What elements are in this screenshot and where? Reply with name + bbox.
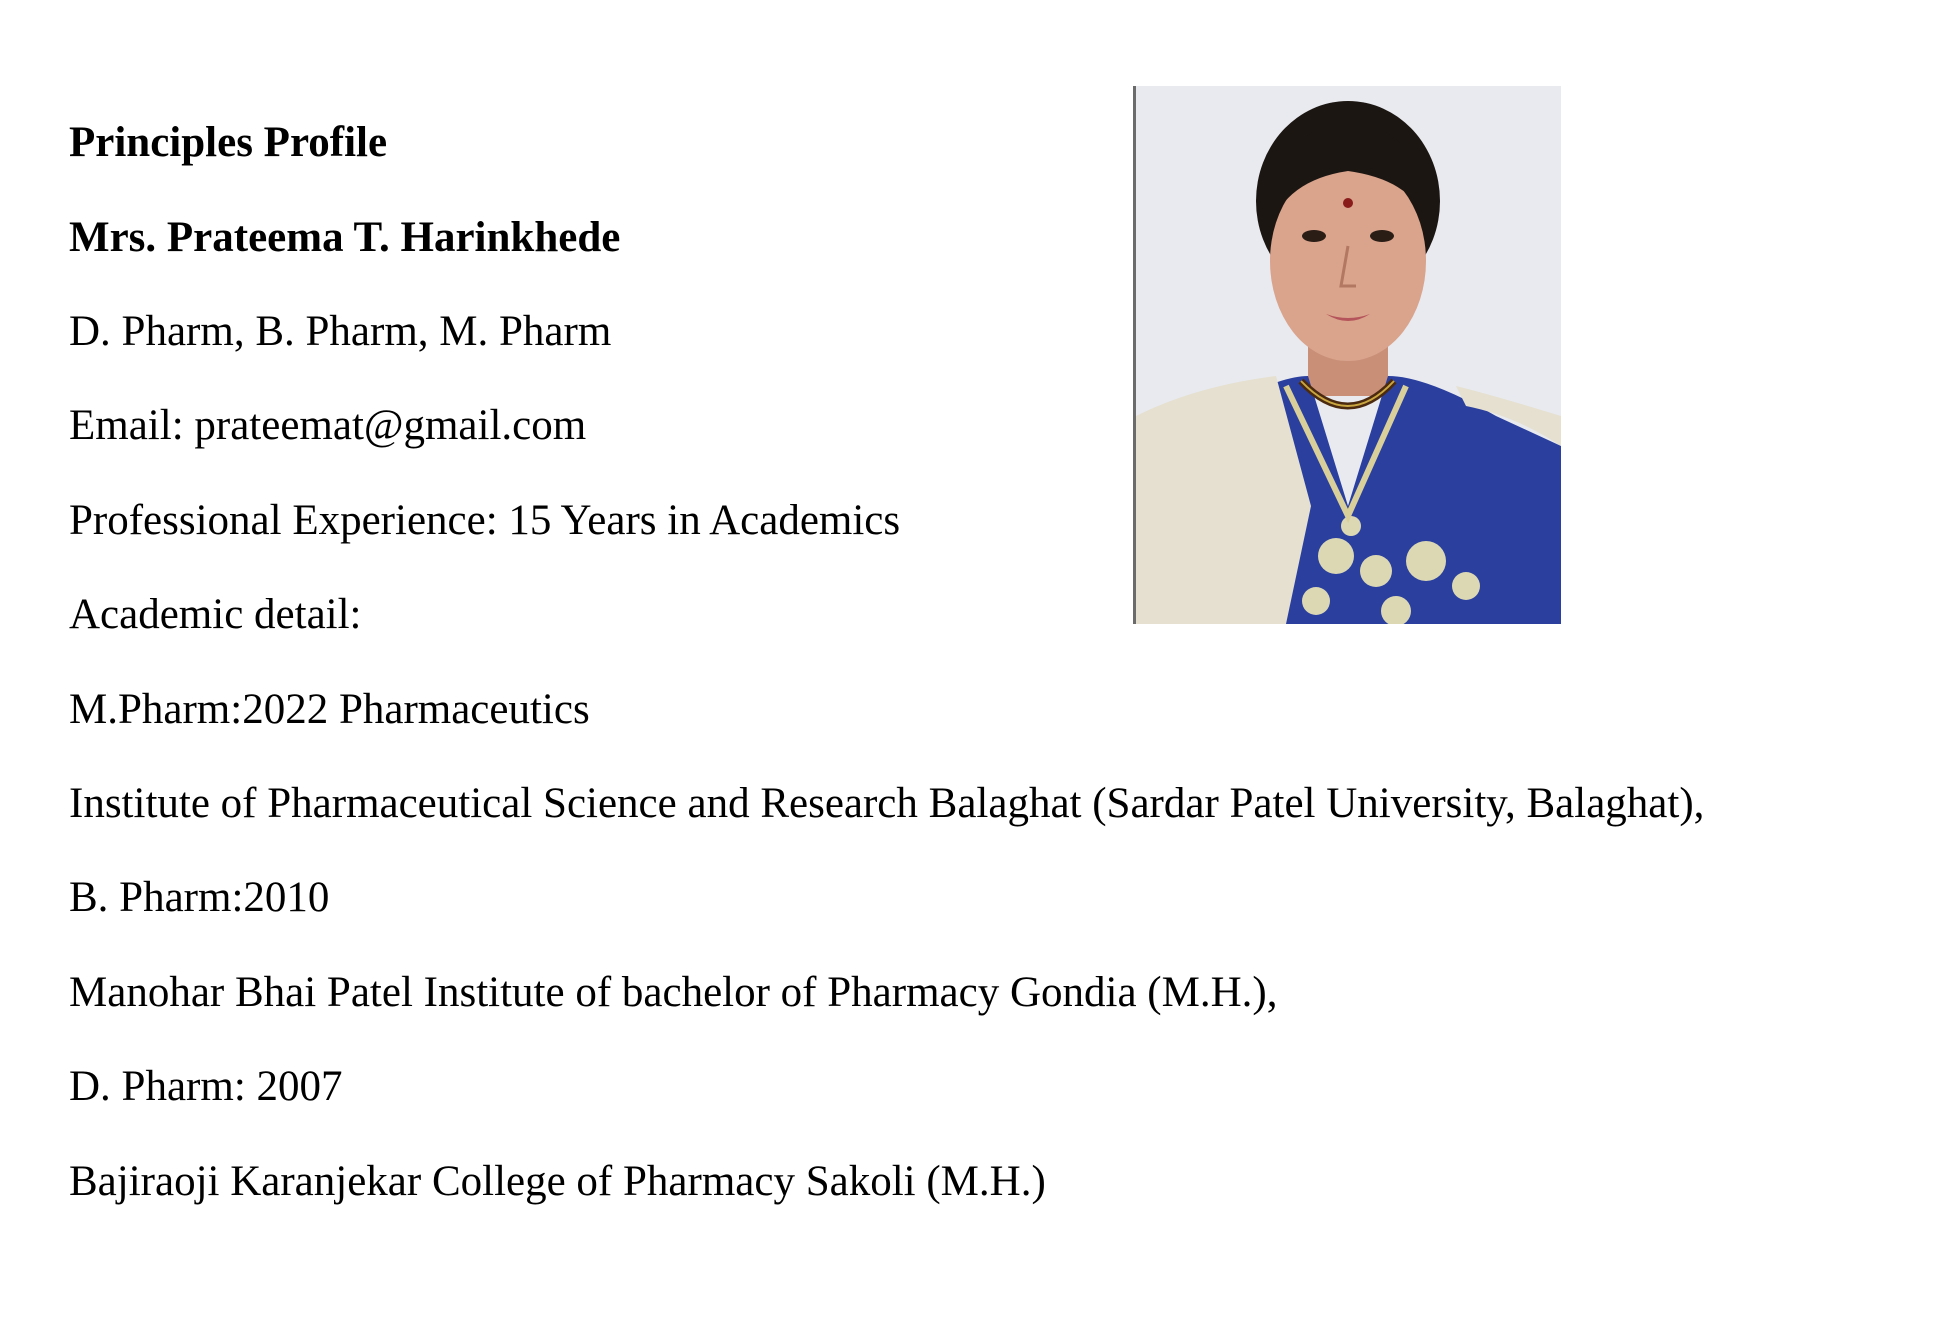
academic-degree: B. Pharm:2010 bbox=[69, 874, 330, 921]
academic-degree: D. Pharm: 2007 bbox=[69, 1063, 343, 1110]
academic-institute: Bajiraoji Karanjekar College of Pharmacy Sakoli (M.H.) bbox=[69, 1158, 1046, 1205]
person-name: Mrs. Prateema T. Harinkhede bbox=[69, 214, 621, 261]
academic-institute: Manohar Bhai Patel Institute of bachelor of Pharmacy Gondia (M.H.), bbox=[69, 969, 1278, 1016]
academic-institute: Institute of Pharmaceutical Science and Research Balaghat (Sardar Patel University, Balaghat), bbox=[69, 780, 1705, 827]
portrait-photo bbox=[1133, 86, 1561, 624]
academic-degree: M.Pharm:2022 Pharmaceutics bbox=[69, 686, 590, 733]
academic-heading: Academic detail: bbox=[69, 591, 362, 638]
experience-line: Professional Experience: 15 Years in Academics bbox=[69, 497, 901, 544]
email-line: Email: prateemat@gmail.com bbox=[69, 402, 587, 449]
profile-heading: Principles Profile bbox=[69, 119, 388, 166]
qualifications: D. Pharm, B. Pharm, M. Pharm bbox=[69, 308, 612, 355]
